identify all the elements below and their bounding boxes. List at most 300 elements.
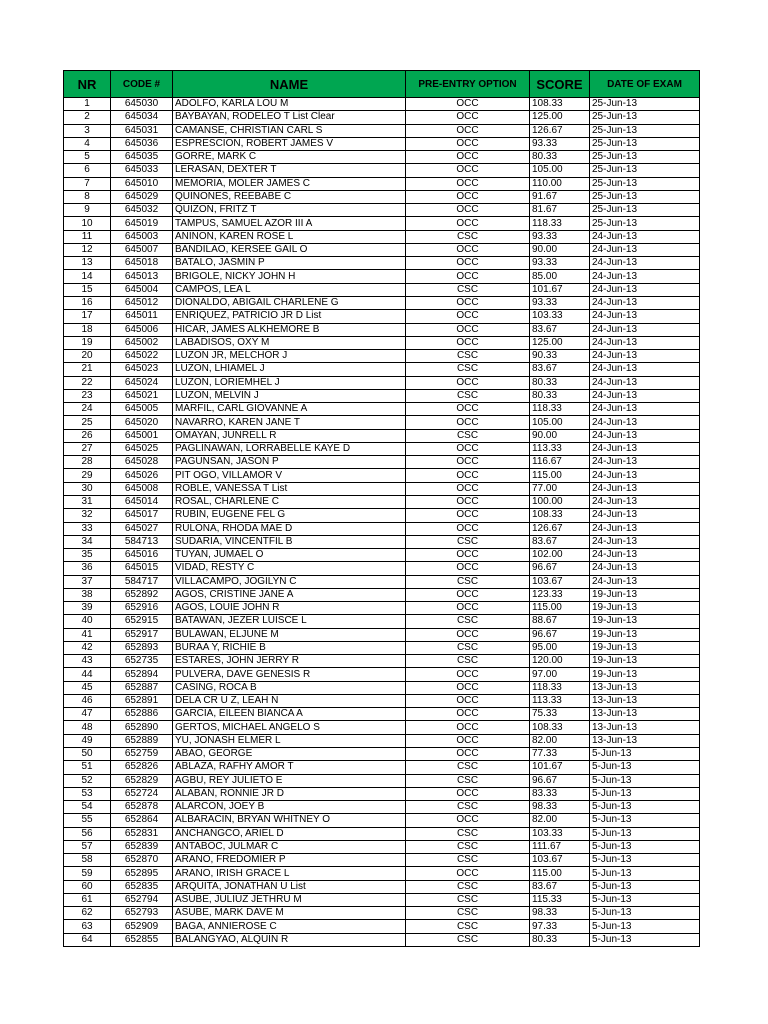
cell-date: 5-Jun-13 [590,907,700,920]
cell-code: 645024 [111,376,173,389]
cell-option: CSC [406,535,530,548]
cell-code: 584713 [111,535,173,548]
cell-score: 93.33 [530,296,590,309]
table-row [64,363,700,376]
table-row [64,721,700,734]
cell-code: 652735 [111,655,173,668]
cell-nr: 15 [64,283,111,296]
cell-option: OCC [406,522,530,535]
table-row [64,535,700,548]
cell-code: 645026 [111,469,173,482]
cell-date: 19-Jun-13 [590,668,700,681]
cell-date: 19-Jun-13 [590,628,700,641]
table-row [64,575,700,588]
cell-nr: 46 [64,694,111,707]
cell-name: ROSAL, CHARLENE C [173,495,406,508]
cell-nr: 18 [64,323,111,336]
cell-name: LUZON JR, MELCHOR J [173,350,406,363]
cell-name: BANDILAO, KERSEE GAIL O [173,243,406,256]
cell-option: OCC [406,867,530,880]
cell-code: 645002 [111,336,173,349]
cell-code: 652894 [111,668,173,681]
cell-nr: 11 [64,230,111,243]
cell-code: 652724 [111,787,173,800]
cell-option: OCC [406,668,530,681]
cell-nr: 40 [64,615,111,628]
cell-option: OCC [406,217,530,230]
cell-option: OCC [406,495,530,508]
cell-nr: 60 [64,880,111,893]
cell-nr: 27 [64,442,111,455]
cell-score: 83.67 [530,880,590,893]
cell-date: 5-Jun-13 [590,867,700,880]
cell-score: 108.33 [530,721,590,734]
cell-name: ALABAN, RONNIE JR D [173,787,406,800]
cell-score: 96.67 [530,562,590,575]
cell-code: 645014 [111,495,173,508]
cell-nr: 34 [64,535,111,548]
cell-nr: 42 [64,641,111,654]
cell-name: ARQUITA, JONATHAN U List [173,880,406,893]
cell-nr: 28 [64,456,111,469]
cell-name: CAMANSE, CHRISTIAN CARL S [173,124,406,137]
table-row [64,270,700,283]
header-date-of-exam: DATE OF EXAM [590,71,700,98]
cell-nr: 44 [64,668,111,681]
cell-score: 82.00 [530,814,590,827]
cell-code: 645007 [111,243,173,256]
table-row [64,854,700,867]
cell-score: 123.33 [530,588,590,601]
cell-score: 90.00 [530,429,590,442]
cell-code: 652829 [111,774,173,787]
cell-option: CSC [406,880,530,893]
cell-option: OCC [406,456,530,469]
cell-nr: 58 [64,854,111,867]
cell-code: 652855 [111,933,173,946]
table-row [64,801,700,814]
cell-nr: 55 [64,814,111,827]
cell-code: 645025 [111,442,173,455]
table-row [64,137,700,150]
cell-score: 80.33 [530,933,590,946]
table-row [64,761,700,774]
cell-code: 645001 [111,429,173,442]
cell-score: 108.33 [530,509,590,522]
cell-option: CSC [406,655,530,668]
cell-nr: 17 [64,310,111,323]
cell-code: 645019 [111,217,173,230]
cell-option: OCC [406,721,530,734]
cell-name: PAGUNSAN, JASON P [173,456,406,469]
cell-nr: 2 [64,111,111,124]
cell-date: 24-Jun-13 [590,522,700,535]
cell-score: 98.33 [530,801,590,814]
cell-nr: 4 [64,137,111,150]
cell-date: 25-Jun-13 [590,151,700,164]
cell-code: 652839 [111,840,173,853]
cell-code: 645017 [111,509,173,522]
table-row [64,243,700,256]
cell-score: 110.00 [530,177,590,190]
cell-code: 645022 [111,350,173,363]
cell-name: ARANO, IRISH GRACE L [173,867,406,880]
cell-nr: 49 [64,734,111,747]
cell-name: QUIZON, FRITZ T [173,204,406,217]
cell-code: 652793 [111,907,173,920]
cell-date: 24-Jun-13 [590,257,700,270]
cell-code: 652886 [111,708,173,721]
cell-code: 584717 [111,575,173,588]
cell-date: 24-Jun-13 [590,495,700,508]
cell-nr: 31 [64,495,111,508]
cell-nr: 25 [64,416,111,429]
cell-name: LERASAN, DEXTER T [173,164,406,177]
cell-date: 24-Jun-13 [590,243,700,256]
cell-score: 93.33 [530,137,590,150]
cell-nr: 22 [64,376,111,389]
table-row [64,283,700,296]
cell-code: 645031 [111,124,173,137]
cell-score: 96.67 [530,628,590,641]
cell-code: 652890 [111,721,173,734]
cell-option: OCC [406,296,530,309]
cell-name: CASING, ROCA B [173,681,406,694]
cell-score: 125.00 [530,336,590,349]
cell-nr: 10 [64,217,111,230]
cell-name: PIT OGO, VILLAMOR V [173,469,406,482]
cell-option: OCC [406,588,530,601]
cell-score: 126.67 [530,522,590,535]
cell-score: 103.67 [530,854,590,867]
cell-name: ABLAZA, RAFHY AMOR T [173,761,406,774]
cell-code: 645003 [111,230,173,243]
cell-score: 90.00 [530,243,590,256]
table-row [64,164,700,177]
cell-name: ALARCON, JOEY B [173,801,406,814]
cell-code: 652889 [111,734,173,747]
cell-code: 652835 [111,880,173,893]
cell-name: ANINON, KAREN ROSE L [173,230,406,243]
cell-option: CSC [406,854,530,867]
cell-code: 645012 [111,296,173,309]
cell-score: 102.00 [530,549,590,562]
cell-option: CSC [406,920,530,933]
cell-score: 95.00 [530,641,590,654]
cell-date: 24-Jun-13 [590,416,700,429]
cell-code: 645023 [111,363,173,376]
cell-name: QUINONES, REEBABE C [173,190,406,203]
table-row [64,602,700,615]
cell-date: 24-Jun-13 [590,270,700,283]
cell-date: 25-Jun-13 [590,98,700,111]
cell-date: 13-Jun-13 [590,708,700,721]
cell-option: OCC [406,814,530,827]
cell-date: 5-Jun-13 [590,774,700,787]
cell-nr: 9 [64,204,111,217]
cell-score: 83.67 [530,535,590,548]
cell-name: PAGLINAWAN, LORRABELLE KAYE D [173,442,406,455]
cell-name: DIONALDO, ABIGAIL CHARLENE G [173,296,406,309]
cell-option: CSC [406,761,530,774]
cell-date: 25-Jun-13 [590,111,700,124]
results-sheet [63,70,700,947]
cell-score: 90.33 [530,350,590,363]
cell-score: 93.33 [530,230,590,243]
cell-name: ENRIQUEZ, PATRICIO JR D List [173,310,406,323]
cell-score: 77.00 [530,482,590,495]
cell-name: ADOLFO, KARLA LOU M [173,98,406,111]
cell-name: CAMPOS, LEA L [173,283,406,296]
cell-option: OCC [406,549,530,562]
cell-name: MEMORIA, MOLER JAMES C [173,177,406,190]
table-row [64,562,700,575]
cell-date: 5-Jun-13 [590,761,700,774]
cell-name: BULAWAN, ELJUNE M [173,628,406,641]
table-row [64,588,700,601]
cell-code: 645021 [111,389,173,402]
header-score: SCORE [530,71,590,98]
cell-date: 24-Jun-13 [590,350,700,363]
cell-date: 19-Jun-13 [590,655,700,668]
cell-date: 24-Jun-13 [590,575,700,588]
cell-code: 652887 [111,681,173,694]
cell-nr: 54 [64,801,111,814]
cell-option: OCC [406,270,530,283]
cell-name: ALBARACIN, BRYAN WHITNEY O [173,814,406,827]
cell-score: 113.33 [530,442,590,455]
cell-option: OCC [406,602,530,615]
cell-name: BATALO, JASMIN P [173,257,406,270]
cell-score: 93.33 [530,257,590,270]
cell-name: PULVERA, DAVE GENESIS R [173,668,406,681]
cell-code: 652831 [111,827,173,840]
cell-date: 25-Jun-13 [590,164,700,177]
cell-code: 652895 [111,867,173,880]
cell-option: OCC [406,482,530,495]
cell-option: OCC [406,151,530,164]
cell-nr: 53 [64,787,111,800]
cell-nr: 50 [64,748,111,761]
cell-score: 120.00 [530,655,590,668]
cell-option: OCC [406,257,530,270]
table-row [64,522,700,535]
cell-name: LABADISOS, OXY M [173,336,406,349]
cell-code: 645016 [111,549,173,562]
table-row [64,429,700,442]
cell-date: 13-Jun-13 [590,681,700,694]
cell-date: 24-Jun-13 [590,535,700,548]
cell-option: OCC [406,204,530,217]
table-row [64,204,700,217]
cell-score: 115.00 [530,867,590,880]
cell-score: 115.00 [530,469,590,482]
cell-name: ANCHANGCO, ARIEL D [173,827,406,840]
cell-nr: 39 [64,602,111,615]
cell-name: LUZON, LORIEMHEL J [173,376,406,389]
cell-date: 24-Jun-13 [590,336,700,349]
cell-nr: 59 [64,867,111,880]
cell-date: 24-Jun-13 [590,482,700,495]
cell-nr: 62 [64,907,111,920]
cell-score: 116.67 [530,456,590,469]
cell-score: 118.33 [530,217,590,230]
cell-option: OCC [406,177,530,190]
table-row [64,482,700,495]
cell-code: 645015 [111,562,173,575]
cell-nr: 21 [64,363,111,376]
cell-name: ARANO, FREDOMIER P [173,854,406,867]
cell-date: 24-Jun-13 [590,509,700,522]
cell-date: 24-Jun-13 [590,549,700,562]
table-row [64,442,700,455]
cell-date: 13-Jun-13 [590,694,700,707]
table-row [64,151,700,164]
cell-score: 111.67 [530,840,590,853]
table-row [64,98,700,111]
cell-code: 645018 [111,257,173,270]
table-row [64,549,700,562]
table-row [64,681,700,694]
cell-score: 105.00 [530,416,590,429]
cell-option: CSC [406,893,530,906]
cell-score: 91.67 [530,190,590,203]
cell-score: 101.67 [530,283,590,296]
cell-score: 115.33 [530,893,590,906]
table-row [64,933,700,946]
cell-code: 652916 [111,602,173,615]
cell-nr: 19 [64,336,111,349]
cell-score: 108.33 [530,98,590,111]
cell-code: 652864 [111,814,173,827]
cell-nr: 1 [64,98,111,111]
cell-date: 24-Jun-13 [590,376,700,389]
cell-name: BATAWAN, JEZER LUISCE L [173,615,406,628]
cell-code: 645013 [111,270,173,283]
cell-option: OCC [406,442,530,455]
cell-date: 5-Jun-13 [590,854,700,867]
cell-nr: 47 [64,708,111,721]
cell-name: YU, JONASH ELMER L [173,734,406,747]
cell-name: AGOS, LOUIE JOHN R [173,602,406,615]
cell-date: 5-Jun-13 [590,801,700,814]
header-nr: NR [64,71,111,98]
cell-code: 645034 [111,111,173,124]
table-row [64,867,700,880]
cell-date: 25-Jun-13 [590,204,700,217]
table-row [64,734,700,747]
cell-date: 25-Jun-13 [590,124,700,137]
cell-nr: 20 [64,350,111,363]
cell-code: 645036 [111,137,173,150]
cell-date: 19-Jun-13 [590,588,700,601]
cell-date: 24-Jun-13 [590,230,700,243]
cell-date: 24-Jun-13 [590,310,700,323]
cell-name: ASUBE, MARK DAVE M [173,907,406,920]
cell-code: 645011 [111,310,173,323]
cell-score: 105.00 [530,164,590,177]
cell-date: 24-Jun-13 [590,296,700,309]
cell-score: 83.33 [530,787,590,800]
cell-option: CSC [406,429,530,442]
cell-nr: 64 [64,933,111,946]
cell-score: 82.00 [530,734,590,747]
table-row [64,323,700,336]
cell-nr: 16 [64,296,111,309]
cell-date: 24-Jun-13 [590,283,700,296]
cell-name: DELA CR U Z, LEAH N [173,694,406,707]
cell-option: CSC [406,389,530,402]
table-row [64,124,700,137]
cell-nr: 33 [64,522,111,535]
cell-nr: 43 [64,655,111,668]
table-row [64,880,700,893]
cell-nr: 5 [64,151,111,164]
cell-nr: 36 [64,562,111,575]
cell-nr: 24 [64,403,111,416]
cell-option: OCC [406,562,530,575]
cell-name: RULONA, RHODA MAE D [173,522,406,535]
cell-nr: 38 [64,588,111,601]
cell-date: 24-Jun-13 [590,456,700,469]
cell-option: OCC [406,111,530,124]
cell-date: 25-Jun-13 [590,190,700,203]
cell-nr: 3 [64,124,111,137]
cell-name: HICAR, JAMES ALKHEMORE B [173,323,406,336]
cell-option: OCC [406,310,530,323]
cell-code: 652893 [111,641,173,654]
table-row [64,111,700,124]
cell-code: 645005 [111,403,173,416]
cell-option: OCC [406,708,530,721]
table-row [64,416,700,429]
cell-option: OCC [406,190,530,203]
cell-option: OCC [406,376,530,389]
table-row [64,310,700,323]
cell-score: 103.33 [530,827,590,840]
header-code: CODE # [111,71,173,98]
table-row [64,840,700,853]
cell-code: 645035 [111,151,173,164]
cell-date: 19-Jun-13 [590,615,700,628]
cell-code: 645032 [111,204,173,217]
cell-name: BURAA Y, RICHIE B [173,641,406,654]
cell-code: 645004 [111,283,173,296]
table-row [64,403,700,416]
cell-date: 24-Jun-13 [590,323,700,336]
cell-option: CSC [406,230,530,243]
table-row [64,787,700,800]
cell-code: 645027 [111,522,173,535]
cell-name: LUZON, LHIAMEL J [173,363,406,376]
cell-name: GERTOS, MICHAEL ANGELO S [173,721,406,734]
cell-nr: 29 [64,469,111,482]
cell-score: 115.00 [530,602,590,615]
cell-date: 19-Jun-13 [590,602,700,615]
cell-nr: 61 [64,893,111,906]
cell-option: CSC [406,350,530,363]
cell-option: CSC [406,933,530,946]
cell-code: 652826 [111,761,173,774]
cell-name: ABAO, GEORGE [173,748,406,761]
cell-name: BAYBAYAN, RODELEO T List Clear [173,111,406,124]
cell-score: 80.33 [530,376,590,389]
cell-score: 96.67 [530,774,590,787]
cell-option: OCC [406,416,530,429]
cell-score: 85.00 [530,270,590,283]
cell-score: 97.33 [530,920,590,933]
cell-nr: 13 [64,257,111,270]
